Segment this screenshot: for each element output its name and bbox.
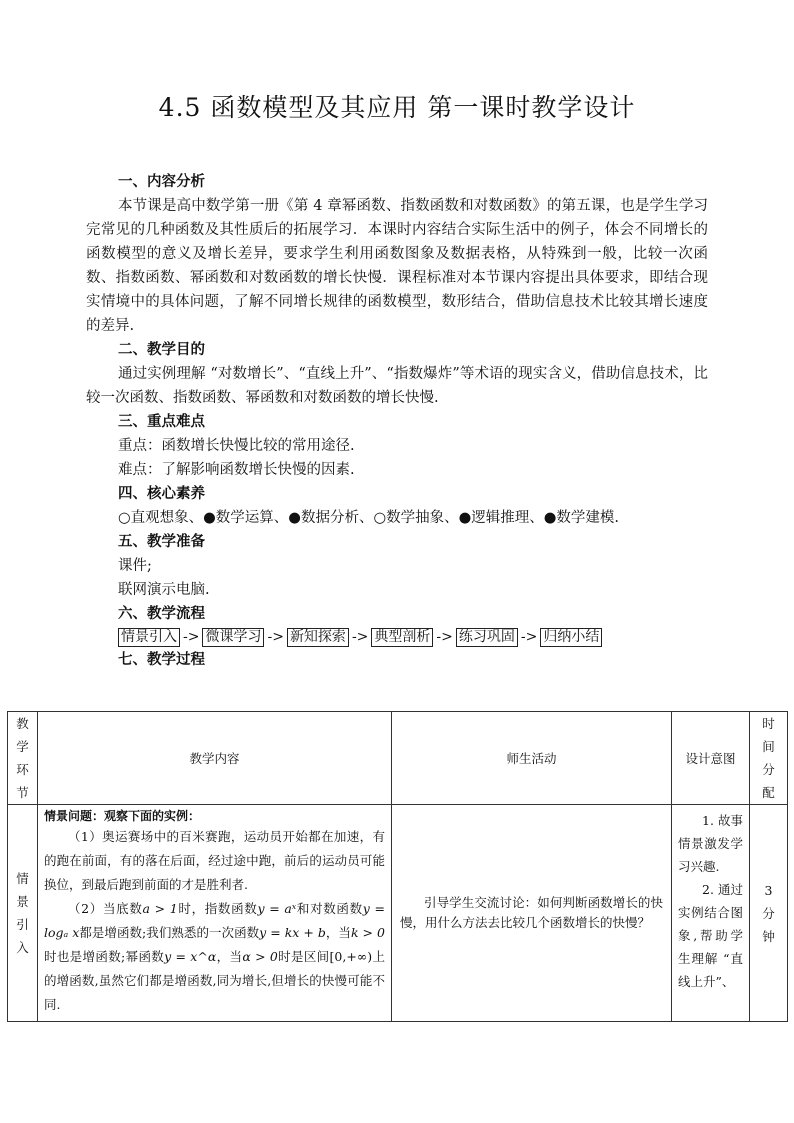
flow-arrow: -> — [520, 629, 538, 645]
difficulty-label: 难点： — [118, 462, 162, 478]
document-body — [86, 170, 708, 672]
key-point-line — [118, 434, 708, 458]
key-point-text: 函数增长快慢比较的常用途径. — [161, 438, 355, 454]
row-activity: 引导学生交流讨论：如何判断函数增长的快慢，用什么方法去比较几个函数增长的快慢？ — [392, 805, 672, 1022]
difficulty-line — [118, 458, 708, 482]
section-heading-preparation: 五、教学准备 — [118, 533, 205, 550]
section-heading-key-points: 三、重点难点 — [118, 413, 205, 430]
header-intent: 设计意图 — [672, 712, 750, 805]
section-heading-content-analysis: 一、内容分析 — [118, 173, 205, 190]
section-heading-flow: 六、教学流程 — [118, 605, 205, 622]
flow-arrow: -> — [436, 629, 453, 645]
content-analysis-text: 本节课是高中数学第一册《第 4 章幂函数、指数函数和对数函数》的第五课，也是学生学习完常见的几种函数及其性质后的拓展学习．本课时内容结合实际生活中的例子，体会不同增长的函数模型的意义及增长差异，要求学生利用函数图象及数据表格，从特殊到一般，比较一次函数、指数函数、幂函数和对数函数的增长快慢．课程标准对本节课内容提出具体要求，即结合现实情境中的具体问题，了解不同增长规律的函数模型，数形结合，借助信息技术比较其增长速度的差异. — [86, 198, 708, 334]
flow-arrow: -> — [267, 629, 284, 645]
scenario-question: 情景问题：观察下面的实例： — [44, 809, 201, 823]
row-time: 3 分 钟 — [750, 805, 788, 1022]
row-intent: 1. 故事情景激发学习兴趣. 2. 通过实例结合图象,帮助学生理解 “直线上升”、 — [672, 805, 750, 1022]
flow-step-1: 情景引入 — [118, 628, 180, 647]
preparation-line-1: 课件; — [118, 558, 152, 574]
header-time: 时 间 分 配 — [750, 712, 788, 805]
key-point-label: 重点： — [118, 438, 162, 454]
flow-step-3: 新知探索 — [287, 628, 349, 647]
example-2: （2）当底数a > 1时，指数函数y = aˣ和对数函数y = logₐ x都是增函数;我们熟悉的一次函数y = kx + b，当k > 0时也是增函数;幂函数y = x^α，当α > 0时是区间[0,+∞)上的增函数,虽然它们都是增函数,同为增长,但增长的快慢可能不同. — [44, 901, 385, 1012]
preparation-line-2: 联网演示电脑. — [118, 582, 210, 598]
goals-text: 通过实例理解 “对数增长”、“直线上升”、“指数爆炸”等术语的现实含义，借助信息技术，比较一次函数、指数函数、幂函数和对数函数的增长快慢. — [86, 366, 708, 406]
flow-arrow: -> — [183, 629, 200, 645]
flow-arrow: -> — [351, 629, 369, 645]
header-stage: 教 学 环 节 — [8, 712, 38, 805]
teaching-flow — [118, 626, 708, 648]
core-literacy-text: ○直观想象、●数学运算、●数据分析、○数学抽象、●逻辑推理、●数学建模. — [118, 510, 620, 526]
flow-step-4: 典型剖析 — [371, 628, 433, 647]
table-row — [8, 805, 788, 1022]
row-stage: 情 景 引 入 — [8, 805, 38, 1022]
difficulty-text: 了解影响函数增长快慢的因素. — [161, 462, 355, 478]
row-content — [38, 805, 392, 1022]
section-heading-goals: 二、教学目的 — [118, 341, 205, 358]
flow-step-2: 微课学习 — [202, 628, 264, 647]
section-heading-core-literacy: 四、核心素养 — [118, 485, 205, 502]
flow-step-5: 练习巩固 — [456, 628, 518, 647]
flow-step-6: 归纳小结 — [540, 628, 602, 647]
header-content: 教学内容 — [38, 712, 392, 805]
page-title: 4.5 函数模型及其应用 第一课时教学设计 — [158, 93, 636, 122]
teaching-process-table — [7, 711, 788, 1022]
example-1: （1）奥运赛场中的百米赛跑，运动员开始都在加速，有的跑在前面，有的落在后面，经过途中跑，前后的运动员可能换位，到最后跑到前面的才是胜利者. — [44, 829, 385, 892]
header-activity: 师生活动 — [392, 712, 672, 805]
table-header-row — [8, 712, 788, 805]
section-heading-process: 七、教学过程 — [118, 651, 205, 668]
